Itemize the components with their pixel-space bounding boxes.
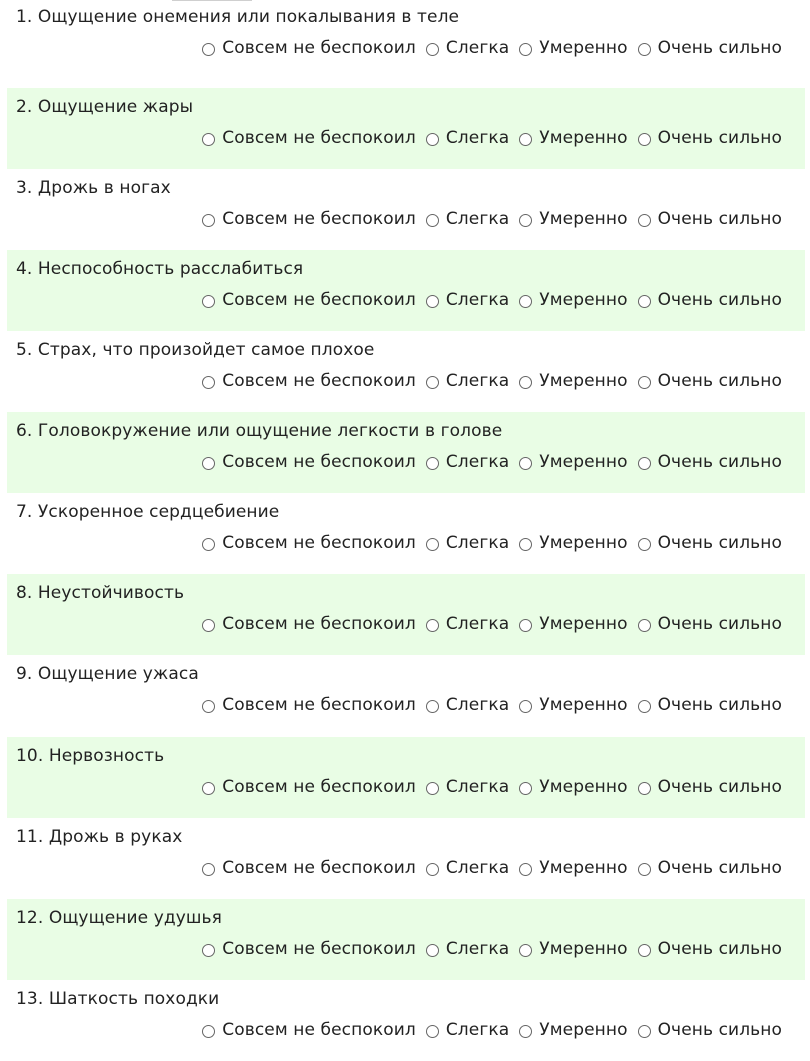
- radio-button[interactable]: [426, 376, 439, 389]
- option-moderately[interactable]: [519, 776, 627, 798]
- option-label: Слегка: [445, 128, 510, 148]
- option-mildly[interactable]: [426, 776, 509, 798]
- radio-button[interactable]: [426, 619, 439, 632]
- question-2: [7, 88, 805, 169]
- radio-button[interactable]: [519, 944, 532, 957]
- option-label: Очень сильно: [657, 209, 782, 229]
- option-mildly[interactable]: [426, 37, 509, 59]
- question-13: [7, 980, 805, 1061]
- question-text: 11. Дрожь в руках: [16, 827, 183, 847]
- answer-options: [202, 369, 782, 393]
- radio-button[interactable]: [202, 376, 215, 389]
- option-label: Совсем не беспокоил: [222, 939, 416, 959]
- option-label: Умеренно: [539, 695, 628, 715]
- option-label: Умеренно: [539, 1020, 628, 1040]
- radio-button[interactable]: [519, 214, 532, 227]
- question-text: 9. Ощущение ужаса: [16, 664, 199, 684]
- option-label: Очень сильно: [657, 939, 782, 959]
- option-label: Умеренно: [539, 290, 628, 310]
- radio-button[interactable]: [426, 295, 439, 308]
- option-severely[interactable]: [638, 613, 782, 635]
- question-11: [7, 818, 805, 899]
- option-not-at-all[interactable]: [202, 289, 416, 311]
- option-label: Очень сильно: [657, 128, 782, 148]
- answer-options: [202, 450, 782, 474]
- option-label: Умеренно: [539, 128, 628, 148]
- radio-button[interactable]: [426, 457, 439, 470]
- radio-button[interactable]: [638, 944, 651, 957]
- radio-button[interactable]: [519, 619, 532, 632]
- radio-button[interactable]: [638, 133, 651, 146]
- question-7: [7, 493, 805, 574]
- option-label: Очень сильно: [657, 858, 782, 878]
- question-text: 12. Ощущение удушья: [16, 908, 222, 928]
- option-not-at-all[interactable]: [202, 532, 416, 554]
- option-moderately[interactable]: [519, 37, 627, 59]
- option-moderately[interactable]: [519, 532, 627, 554]
- radio-button[interactable]: [426, 863, 439, 876]
- question-text: 10. Нервозность: [16, 746, 165, 766]
- option-severely[interactable]: [638, 857, 782, 879]
- option-moderately[interactable]: [519, 613, 627, 635]
- radio-button[interactable]: [426, 700, 439, 713]
- option-label: Слегка: [445, 38, 510, 58]
- option-label: Умеренно: [539, 939, 628, 959]
- answer-options: [202, 612, 782, 636]
- option-label: Совсем не беспокоил: [222, 452, 416, 472]
- option-label: Умеренно: [539, 614, 628, 634]
- answer-options: [202, 937, 782, 961]
- question-9: [7, 655, 805, 736]
- option-mildly[interactable]: [426, 938, 509, 960]
- option-moderately[interactable]: [519, 127, 627, 149]
- option-label: Слегка: [445, 777, 510, 797]
- radio-button[interactable]: [519, 700, 532, 713]
- radio-button[interactable]: [519, 295, 532, 308]
- question-3: [7, 169, 805, 250]
- option-not-at-all[interactable]: [202, 613, 416, 635]
- option-mildly[interactable]: [426, 1019, 509, 1041]
- radio-button[interactable]: [202, 457, 215, 470]
- radio-button[interactable]: [638, 782, 651, 795]
- option-mildly[interactable]: [426, 694, 509, 716]
- option-label: Очень сильно: [657, 371, 782, 391]
- option-label: Слегка: [445, 939, 510, 959]
- answer-options: [202, 1018, 782, 1042]
- option-moderately[interactable]: [519, 938, 627, 960]
- radio-button[interactable]: [638, 538, 651, 551]
- option-not-at-all[interactable]: [202, 857, 416, 879]
- option-label: Совсем не беспокоил: [222, 614, 416, 634]
- option-label: Очень сильно: [657, 777, 782, 797]
- option-label: Слегка: [445, 452, 510, 472]
- question-6: [7, 412, 805, 493]
- option-not-at-all[interactable]: [202, 208, 416, 230]
- option-moderately[interactable]: [519, 694, 627, 716]
- option-label: Совсем не беспокоил: [222, 128, 416, 148]
- option-label: Слегка: [445, 533, 510, 553]
- radio-button[interactable]: [202, 863, 215, 876]
- option-mildly[interactable]: [426, 289, 509, 311]
- option-moderately[interactable]: [519, 857, 627, 879]
- option-label: Слегка: [445, 858, 510, 878]
- radio-button[interactable]: [426, 133, 439, 146]
- option-not-at-all[interactable]: [202, 776, 416, 798]
- radio-button[interactable]: [519, 538, 532, 551]
- option-severely[interactable]: [638, 289, 782, 311]
- option-mildly[interactable]: [426, 857, 509, 879]
- option-label: Слегка: [445, 695, 510, 715]
- option-severely[interactable]: [638, 208, 782, 230]
- radio-button[interactable]: [638, 43, 651, 56]
- option-moderately[interactable]: [519, 208, 627, 230]
- question-12: [7, 899, 805, 980]
- radio-button[interactable]: [519, 863, 532, 876]
- option-label: Умеренно: [539, 38, 628, 58]
- question-1: [7, 0, 805, 79]
- option-not-at-all[interactable]: [202, 370, 416, 392]
- option-severely[interactable]: [638, 532, 782, 554]
- option-label: Совсем не беспокоил: [222, 371, 416, 391]
- answer-options: [202, 207, 782, 231]
- answer-options: [202, 856, 782, 880]
- radio-button[interactable]: [202, 133, 215, 146]
- radio-button[interactable]: [638, 1025, 651, 1038]
- option-label: Слегка: [445, 614, 510, 634]
- option-mildly[interactable]: [426, 451, 509, 473]
- question-text: 2. Ощущение жары: [16, 97, 194, 117]
- question-4: [7, 250, 805, 331]
- option-mildly[interactable]: [426, 208, 509, 230]
- option-severely[interactable]: [638, 370, 782, 392]
- option-severely[interactable]: [638, 694, 782, 716]
- option-label: Совсем не беспокоил: [222, 38, 416, 58]
- option-label: Очень сильно: [657, 452, 782, 472]
- option-mildly[interactable]: [426, 127, 509, 149]
- option-not-at-all[interactable]: [202, 37, 416, 59]
- radio-button[interactable]: [519, 1025, 532, 1038]
- answer-options: [202, 531, 782, 555]
- radio-button[interactable]: [426, 1025, 439, 1038]
- option-label: Умеренно: [539, 858, 628, 878]
- option-severely[interactable]: [638, 451, 782, 473]
- option-label: Совсем не беспокоил: [222, 290, 416, 310]
- answer-options: [202, 288, 782, 312]
- option-label: Очень сильно: [657, 533, 782, 553]
- option-label: Слегка: [445, 371, 510, 391]
- option-severely[interactable]: [638, 37, 782, 59]
- option-mildly[interactable]: [426, 370, 509, 392]
- option-label: Совсем не беспокоил: [222, 695, 416, 715]
- option-not-at-all[interactable]: [202, 1019, 416, 1041]
- option-not-at-all[interactable]: [202, 451, 416, 473]
- question-10: [7, 737, 805, 818]
- option-label: Слегка: [445, 209, 510, 229]
- option-not-at-all[interactable]: [202, 694, 416, 716]
- radio-button[interactable]: [638, 619, 651, 632]
- radio-button[interactable]: [426, 43, 439, 56]
- option-label: Умеренно: [539, 533, 628, 553]
- option-label: Очень сильно: [657, 614, 782, 634]
- option-not-at-all[interactable]: [202, 938, 416, 960]
- option-severely[interactable]: [638, 776, 782, 798]
- option-mildly[interactable]: [426, 613, 509, 635]
- radio-button[interactable]: [519, 457, 532, 470]
- radio-button[interactable]: [202, 619, 215, 632]
- radio-button[interactable]: [202, 538, 215, 551]
- option-label: Очень сильно: [657, 38, 782, 58]
- option-moderately[interactable]: [519, 1019, 627, 1041]
- radio-button[interactable]: [519, 376, 532, 389]
- option-severely[interactable]: [638, 127, 782, 149]
- option-moderately[interactable]: [519, 289, 627, 311]
- option-label: Очень сильно: [657, 695, 782, 715]
- option-label: Очень сильно: [657, 1020, 782, 1040]
- question-text: 6. Головокружение или ощущение легкости в голове: [16, 421, 503, 441]
- option-label: Умеренно: [539, 777, 628, 797]
- answer-options: [202, 775, 782, 799]
- radio-button[interactable]: [202, 43, 215, 56]
- radio-button[interactable]: [519, 43, 532, 56]
- radio-button[interactable]: [638, 863, 651, 876]
- option-moderately[interactable]: [519, 451, 627, 473]
- option-label: Умеренно: [539, 452, 628, 472]
- radio-button[interactable]: [638, 214, 651, 227]
- option-mildly[interactable]: [426, 532, 509, 554]
- option-not-at-all[interactable]: [202, 127, 416, 149]
- option-severely[interactable]: [638, 1019, 782, 1041]
- radio-button[interactable]: [638, 700, 651, 713]
- radio-button[interactable]: [519, 782, 532, 795]
- question-text: 13. Шаткость походки: [16, 989, 220, 1009]
- radio-button[interactable]: [519, 133, 532, 146]
- question-8: [7, 574, 805, 655]
- option-label: Совсем не беспокоил: [222, 533, 416, 553]
- radio-button[interactable]: [426, 538, 439, 551]
- question-text: 7. Ускоренное сердцебиение: [16, 502, 280, 522]
- option-label: Умеренно: [539, 209, 628, 229]
- option-label: Совсем не беспокоил: [222, 777, 416, 797]
- radio-button[interactable]: [426, 214, 439, 227]
- option-moderately[interactable]: [519, 370, 627, 392]
- option-severely[interactable]: [638, 938, 782, 960]
- question-text: 8. Неустойчивость: [16, 583, 185, 603]
- question-text: 1. Ощущение онемения или покалывания в теле: [16, 7, 460, 27]
- radio-button[interactable]: [202, 782, 215, 795]
- radio-button[interactable]: [202, 295, 215, 308]
- radio-button[interactable]: [426, 782, 439, 795]
- radio-button[interactable]: [202, 700, 215, 713]
- option-label: Умеренно: [539, 371, 628, 391]
- radio-button[interactable]: [202, 1025, 215, 1038]
- radio-button[interactable]: [638, 376, 651, 389]
- radio-button[interactable]: [426, 944, 439, 957]
- question-text: 3. Дрожь в ногах: [16, 178, 171, 198]
- answer-options: [202, 126, 782, 150]
- option-label: Очень сильно: [657, 290, 782, 310]
- question-text: 5. Страх, что произойдет самое плохое: [16, 340, 375, 360]
- radio-button[interactable]: [638, 295, 651, 308]
- question-text: 4. Неспособность расслабиться: [16, 259, 304, 279]
- radio-button[interactable]: [202, 944, 215, 957]
- answer-options: [202, 693, 782, 717]
- option-label: Слегка: [445, 1020, 510, 1040]
- option-label: Слегка: [445, 290, 510, 310]
- question-5: [7, 331, 805, 412]
- radio-button[interactable]: [202, 214, 215, 227]
- radio-button[interactable]: [638, 457, 651, 470]
- option-label: Совсем не беспокоил: [222, 209, 416, 229]
- option-label: Совсем не беспокоил: [222, 1020, 416, 1040]
- answer-options: [202, 36, 782, 60]
- option-label: Совсем не беспокоил: [222, 858, 416, 878]
